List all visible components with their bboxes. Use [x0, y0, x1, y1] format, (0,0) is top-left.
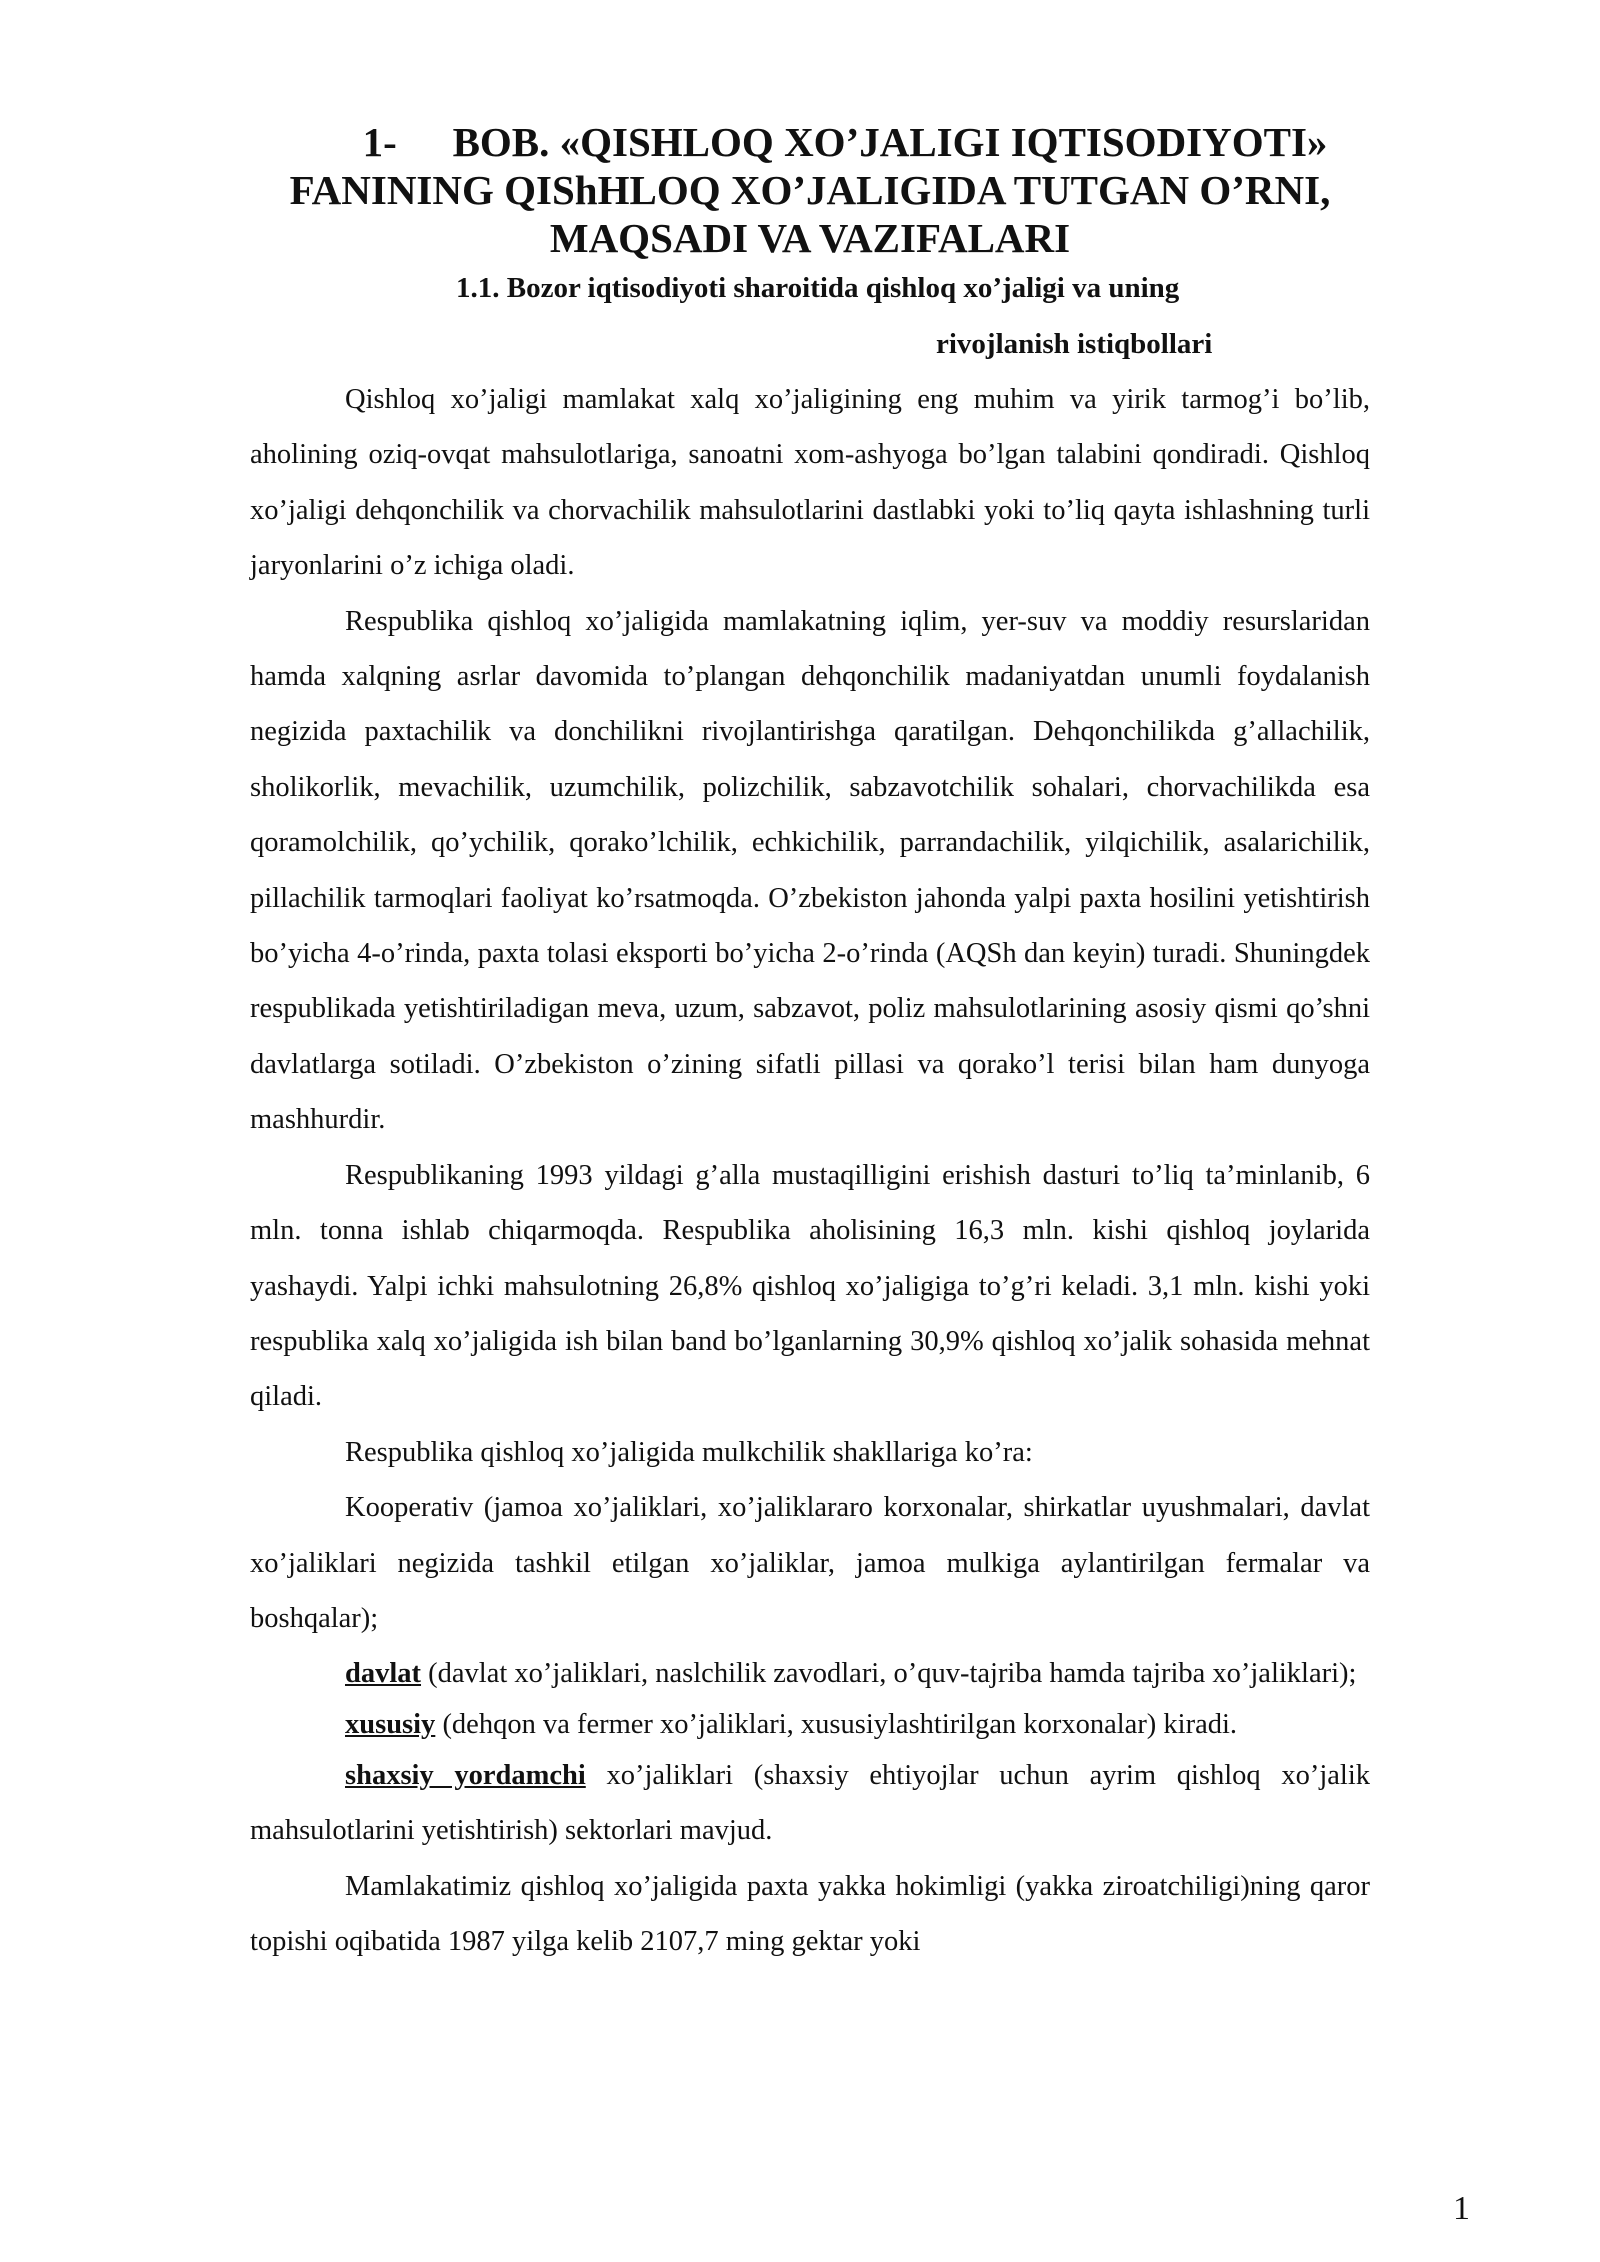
- term-davlat: davlat: [345, 1658, 422, 1690]
- term-xususiy: xususiy: [345, 1708, 436, 1740]
- paragraph-1: Qishloq xo’jaligi mamlakat xalq xo’jaligining eng muhim va yirik tarmog’i bo’lib, aholining oziq-ovqat mahsulotlariga, sanoatni xom-ashyoga bo’lgan talabini qondiradi. Qishloq xo’jaligi dehqonchilik va chorvachilik mahsulotlarini dastlabki yoki to’liq qayta ishlashning turli jaryonlarini o’z ichiga oladi.: [250, 384, 1370, 582]
- paragraph-9: Mamlakatimiz qishloq xo’jaligida paxta yakka hokimligi (yakka ziroatchiligi)ning qaror topishi oqibatida 1987 yilga kelib 2107,7 ming gektar yoki: [250, 1870, 1370, 1957]
- page-number: 1: [1453, 2190, 1470, 2227]
- paragraph-2: Respublika qishloq xo’jaligida mamlakatning iqlim, yer-suv va moddiy resurslaridan hamda xalqning asrlar davomida to’plangan dehqonchilik madaniyatdan unumli foydalanish negizida paxtachilik va donchilikni rivojlantirishga qaratilgan. Dehqonchilikda g’allachilik, sholikorlik, mevachilik, uzumchilik, polizchilik, sabzavotchilik sohalari, chorvachilikda esa qoramolchilik, qo’ychilik, qorako’lchilik, echkichilik, parrandachilik, yilqichilik, asalarichilik, pillachilik tarmoqlari faoliyat ko’rsatmoqda. O’zbekiston jahonda yalpi paxta hosilini yetishtirish bo’yicha 4-o’rinda, paxta tolasi eksporti bo’yicha 2-o’rinda (AQSh dan keyin) turadi. Shuningdek respublikada yetishtiriladigan meva, uzum, sabzavot, poliz mahsulotlarining asosiy qismi qo’shni davlatlarga sotiladi. O’zbekiston o’zining sifatli pillasi va qorako’l terisi bilan ham dunyoga mashhurdir.: [250, 605, 1370, 1136]
- chapter-title: [250, 118, 1370, 262]
- paragraph-7: xususiy (dehqon va fermer xo’jaliklari, xususiylashtirilgan korxonalar) kiradi.: [345, 1708, 1238, 1740]
- section-title-line-2: rivojlanish istiqbollari: [936, 328, 1213, 360]
- section-title-line-1: 1.1. Bozor iqtisodiyoti sharoitida qishloq xo’jaligi va uning: [456, 272, 1180, 304]
- chapter-title-line-2: FANINING QIShHLOQ XO’JALIGIDA TUTGAN O’RNI,: [289, 167, 1331, 213]
- paragraph-5: Kooperativ (jamoa xo’jaliklari, xo’jaliklararo korxonalar, shirkatlar uyushmalari, davlat xo’jaliklari negizida tashkil etilgan xo’jaliklar, jamoa mulkiga aylantirilgan fermalar va boshqalar);: [250, 1492, 1370, 1634]
- chapter-number: 1-: [362, 119, 397, 165]
- term-shaxsiy-yordamchi: shaxsiy yordamchi: [345, 1759, 586, 1791]
- paragraph-6: davlat (davlat xo’jaliklari, naslchilik zavodlari, o’quv-tajriba hamda tajriba xo’jaliklari);: [345, 1658, 1357, 1690]
- chapter-title-line-1: 1- BOB. «QISHLOQ XO’JALIGI IQTISODIYOTI»: [362, 119, 1328, 165]
- paragraph-3: Respublikaning 1993 yildagi g’alla mustaqilligini erishish dasturi to’liq ta’minlanib, 6 mln. tonna ishlab chiqarmoqda. Respublika aholisining 16,3 mln. kishi qishloq joylarida yashaydi. Yalpi ichki mahsulotning 26,8% qishloq xo’jaligiga to’g’ri keladi. 3,1 mln. kishi yoki respublika xalq xo’jaligida ish bilan band bo’lganlarning 30,9% qishloq xo’jalik sohasida mehnat qiladi.: [250, 1159, 1370, 1413]
- chapter-title-line-3: MAQSADI VA VAZIFALARI: [549, 215, 1071, 261]
- document-page: [250, 118, 1370, 1969]
- paragraph-4: Respublika qishloq xo’jaligida mulkchilik shakllariga ko’ra:: [345, 1436, 1033, 1468]
- section-title: [250, 260, 1370, 372]
- paragraph-8: shaxsiy yordamchi xo’jaliklari (shaxsiy ehtiyojlar uchun ayrim qishloq xo’jalik mahsulotlarini yetishtirish) sektorlari mavjud.: [250, 1759, 1370, 1847]
